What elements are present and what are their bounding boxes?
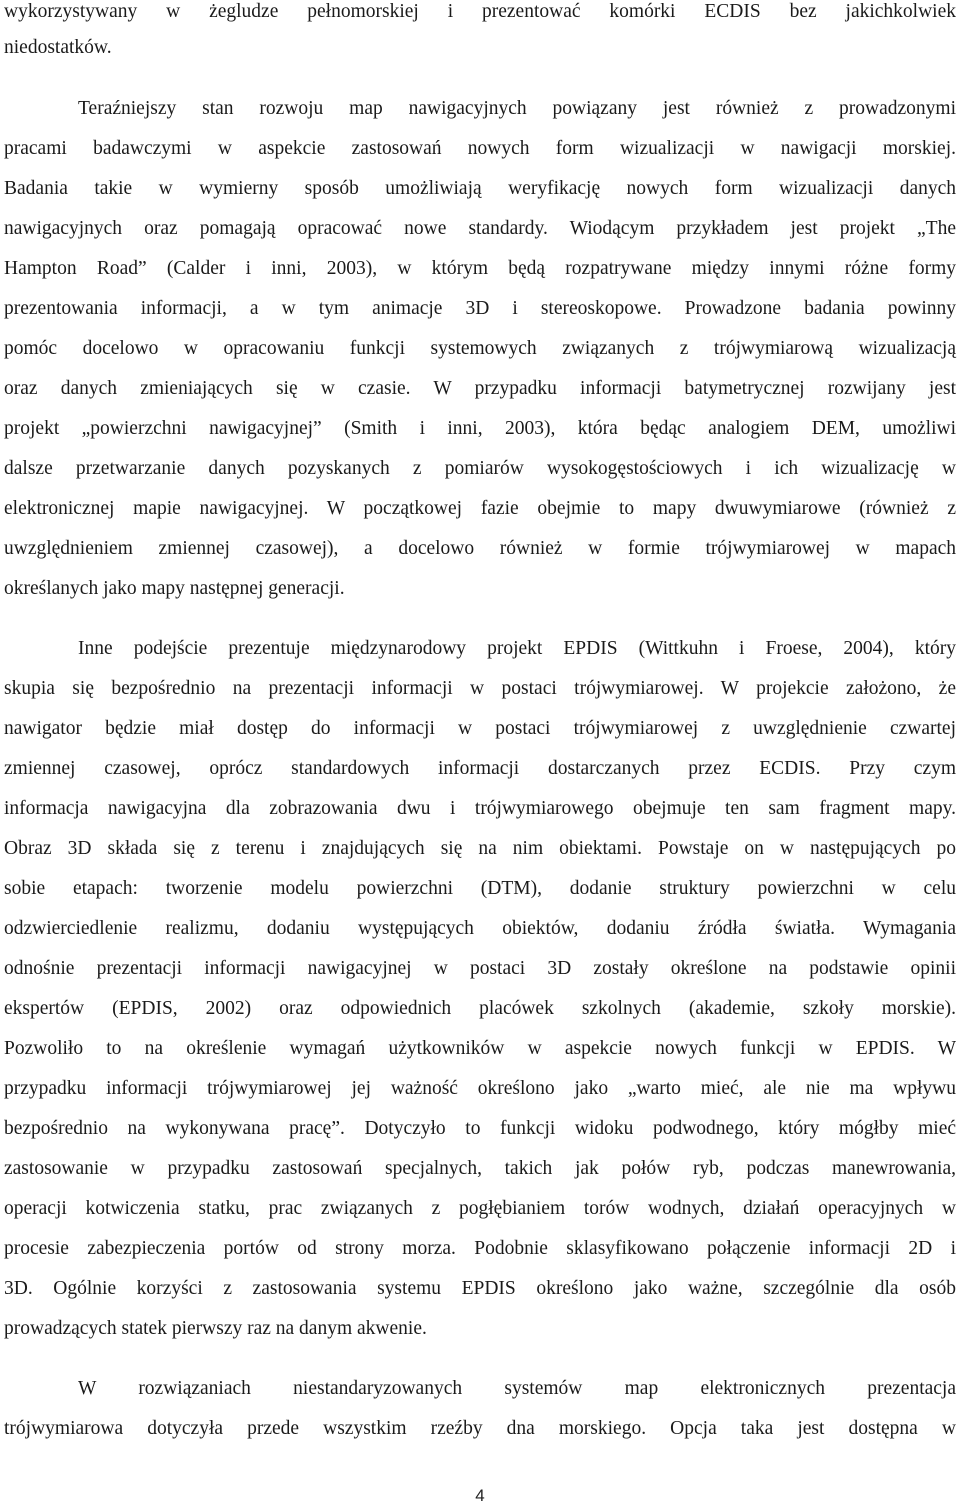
text-line: odzwierciedlenie realizmu, dodaniu występujących obiektów, dodaniu źródła światła. Wymagania xyxy=(4,918,956,939)
document-page xyxy=(4,0,956,1509)
text-line: bezpośrednio na wykonywana pracę”. Dotyczyło to funkcji widoku podwodnego, który mógłby mieć xyxy=(4,1118,956,1139)
text-line: projekt „powierzchni nawigacyjnej” (Smith i inni, 2003), która będąc analogiem DEM, umożliwi xyxy=(4,418,956,439)
text-line: W rozwiązaniach niestandaryzowanych systemów map elektronicznych prezentacja xyxy=(78,1378,956,1399)
text-line: wykorzystywany w żegludze pełnomorskiej i prezentować komórki ECDIS bez jakichkolwiek xyxy=(4,1,956,22)
text-line: nawigator będzie miał dostęp do informacji w postaci trójwymiarowej z uwzględnienie czwartej xyxy=(4,718,956,739)
text-line: operacji kotwiczenia statku, prac związanych z pogłębianiem torów wodnych, działań operacyjnych w xyxy=(4,1198,956,1219)
text-line: ekspertów (EPDIS, 2002) oraz odpowiednich placówek szkolnych (akademie, szkoły morskie). xyxy=(4,998,956,1019)
text-line: pracami badawczymi w aspekcie zastosowań nowych form wizualizacji w nawigacji morskiej. xyxy=(4,138,956,159)
text-line: nawigacyjnych oraz pomagają opracować nowe standardy. Wiodącym przykładem jest projekt „The xyxy=(4,218,956,239)
text-line: niedostatków. xyxy=(4,37,112,58)
text-line: elektronicznej mapie nawigacyjnej. W początkowej fazie obejmie to mapy dwuwymiarowe (również z xyxy=(4,498,956,519)
text-line: sobie etapach: tworzenie modelu powierzchni (DTM), dodanie struktury powierzchni w celu xyxy=(4,878,956,899)
text-line: Badania takie w wymierny sposób umożliwiają weryfikację nowych form wizualizacji danych xyxy=(4,178,956,199)
text-line: Teraźniejszy stan rozwoju map nawigacyjnych powiązany jest również z prowadzonymi xyxy=(78,98,956,119)
text-line: Hampton Road” (Calder i inni, 2003), w którym będą rozpatrywane między innymi różne formy xyxy=(4,258,956,279)
text-line: dalsze przetwarzanie danych pozyskanych z pomiarów wysokogęstościowych i ich wizualizację w xyxy=(4,458,956,479)
text-line: informacja nawigacyjna dla zobrazowania dwu i trójwymiarowego obejmuje ten sam fragment mapy. xyxy=(4,798,956,819)
text-line: prezentowania informacji, a w tym animacje 3D i stereoskopowe. Prowadzone badania powinny xyxy=(4,298,956,319)
text-line: zastosowanie w przypadku zastosowań specjalnych, takich jak połów ryb, podczas manewrowania, xyxy=(4,1158,956,1179)
text-line: określanych jako mapy następnej generacji. xyxy=(4,578,345,599)
text-line: oraz danych zmieniających się w czasie. W przypadku informacji batymetrycznej rozwijany jest xyxy=(4,378,956,399)
text-line: trójwymiarowa dotyczyła przede wszystkim rzeźby dna morskiego. Opcja taka jest dostępna w xyxy=(4,1418,956,1439)
text-line: odnośnie prezentacji informacji nawigacyjnej w postaci 3D zostały określone na podstawie opinii xyxy=(4,958,956,979)
text-line: Inne podejście prezentuje międzynarodowy projekt EPDIS (Wittkuhn i Froese, 2004), który xyxy=(78,638,956,659)
page-number: 4 xyxy=(475,1486,485,1505)
text-line: prowadzących statek pierwszy raz na danym akwenie. xyxy=(4,1318,427,1339)
text-line: skupia się bezpośrednio na prezentacji informacji w postaci trójwymiarowej. W projekcie założono, że xyxy=(4,678,956,699)
text-line: procesie zabezpieczenia portów od strony morza. Podobnie sklasyfikowano połączenie informacji 2D i xyxy=(4,1238,956,1259)
text-line: przypadku informacji trójwymiarowej jej ważność określono jako „warto mieć, ale nie ma wpływu xyxy=(4,1078,956,1099)
text-line: uwzględnieniem zmiennej czasowej), a docelowo również w formie trójwymiarowej w mapach xyxy=(4,538,956,559)
text-line: zmiennej czasowej, oprócz standardowych informacji dostarczanych przez ECDIS. Przy czym xyxy=(4,758,956,779)
text-line: Obraz 3D składa się z terenu i znajdujących się na nim obiektami. Powstaje on w następujących po xyxy=(4,838,956,859)
text-line: 3D. Ogólnie korzyści z zastosowania systemu EPDIS określono jako ważne, szczególnie dla osób xyxy=(4,1278,956,1299)
text-line: pomóc docelowo w opracowaniu funkcji systemowych związanych z trójwymiarową wizualizacją xyxy=(4,338,956,359)
text-line: Pozwoliło to na określenie wymagań użytkowników w aspekcie nowych funkcji w EPDIS. W xyxy=(4,1038,956,1059)
